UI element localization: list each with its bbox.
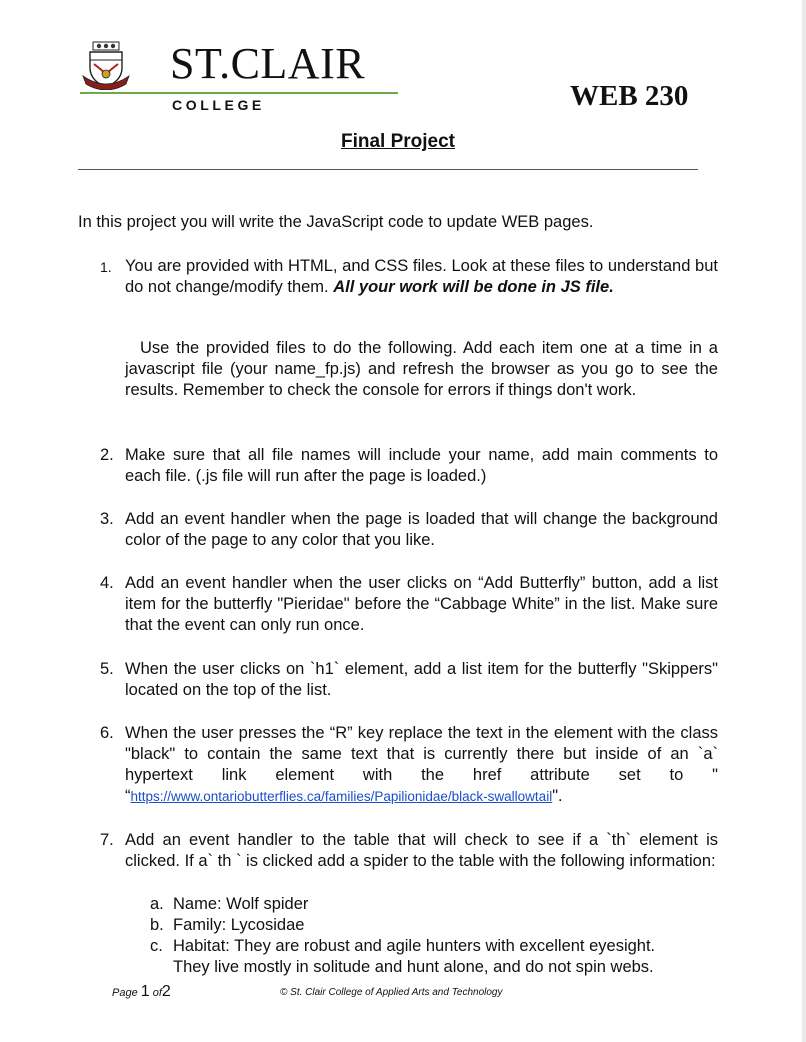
black-swallowtail-link[interactable]: https://www.ontariobutterflies.ca/families/Papilionidae/black-swallowtail <box>130 789 553 804</box>
sub-item-letter: c. <box>150 937 163 955</box>
list-item-5 <box>100 659 718 701</box>
list-item-6 <box>100 723 718 807</box>
sub-item-letter: a. <box>150 895 164 913</box>
list-item-4 <box>100 573 718 636</box>
item-number: 5. <box>100 660 114 678</box>
item-number: 1. <box>100 259 112 275</box>
college-crest-icon <box>80 40 132 90</box>
item-text: When the user clicks on `h1` element, add a list item for the butterfly "Skippers" located on the top of the list. <box>125 660 718 699</box>
item-end: . <box>609 278 614 296</box>
item-end: ". <box>552 787 563 805</box>
item-number: 2. <box>100 446 114 464</box>
page-label: Page <box>112 987 138 999</box>
copyright-notice: © St. Clair College of Applied Arts and Technology <box>280 987 503 998</box>
sub-item-b <box>150 915 304 936</box>
item-number: 6. <box>100 724 114 742</box>
list-item-7 <box>100 830 718 872</box>
of-label: of <box>152 987 162 999</box>
sub-item-text: Habitat: They are robust and agile hunters with excellent eyesight. <box>173 937 656 955</box>
sub-item-a <box>150 894 308 915</box>
page-number <box>112 983 171 1001</box>
item-emphasis: All your work will be done in JS file <box>333 278 610 296</box>
total-pages: 2 <box>161 983 171 1000</box>
sub-item-text: Name: Wolf spider <box>173 895 309 913</box>
course-code: WEB 230 <box>570 80 689 112</box>
item-number: 4. <box>100 574 114 592</box>
list-item-3 <box>100 509 718 551</box>
item-text: Add an event handler when the page is loaded that will change the background color of the page to any color that you like. <box>125 510 718 549</box>
sub-item-text: Family: Lycosidae <box>173 916 305 934</box>
item-text: Add an event handler to the table that will check to see if a `th` element is clicked. If a` th ` is clicked add a spider to the table with the following information: <box>125 831 718 870</box>
link-prefix: “ <box>125 787 131 805</box>
item-text: Make sure that all file names will include your name, add main comments to each file. (.js file will run after the page is loaded.) <box>125 446 718 485</box>
page-title: Final Project <box>340 131 456 152</box>
item-text: When the user presses the “R” key replace the text in the element with the class "black" to contain the same text that is currently there but inside of an `a` hypertext link element with the href attribute set to " <box>125 724 718 784</box>
item-number: 3. <box>100 510 114 528</box>
intro-text: In this project you will write the JavaScript code to update WEB pages. <box>78 213 594 231</box>
sub-item-letter: b. <box>150 916 164 934</box>
current-page: 1 <box>140 983 150 1000</box>
logo-divider <box>80 92 398 94</box>
item-number: 7. <box>100 831 114 849</box>
title-rule <box>78 169 698 170</box>
item-text: You are provided with HTML, and CSS files. Look at these files to understand but do not change/modify them. <box>125 257 718 296</box>
list-item-2 <box>100 445 718 487</box>
page-edge <box>802 0 806 1042</box>
item-text: Add an event handler when the user clicks on “Add Butterfly” button, add a list item for the butterfly "Pieridae" before the “Cabbage White” in the list. Make sure that the event can only run once. <box>125 574 718 634</box>
college-logo-subtitle: COLLEGE <box>172 97 265 113</box>
college-logo-title: ST.CLAIR <box>170 39 366 88</box>
sub-item-text-continued: They live mostly in solitude and hunt alone, and do not spin webs. <box>173 958 654 976</box>
instructions-note: Use the provided files to do the following. Add each item one at a time in a javascript file (your name_fp.js) and refresh the browser as you go to see the results. Remember to check the console for errors if things don't work. <box>125 339 718 399</box>
list-item-1 <box>100 256 718 298</box>
sub-item-c <box>150 936 655 978</box>
